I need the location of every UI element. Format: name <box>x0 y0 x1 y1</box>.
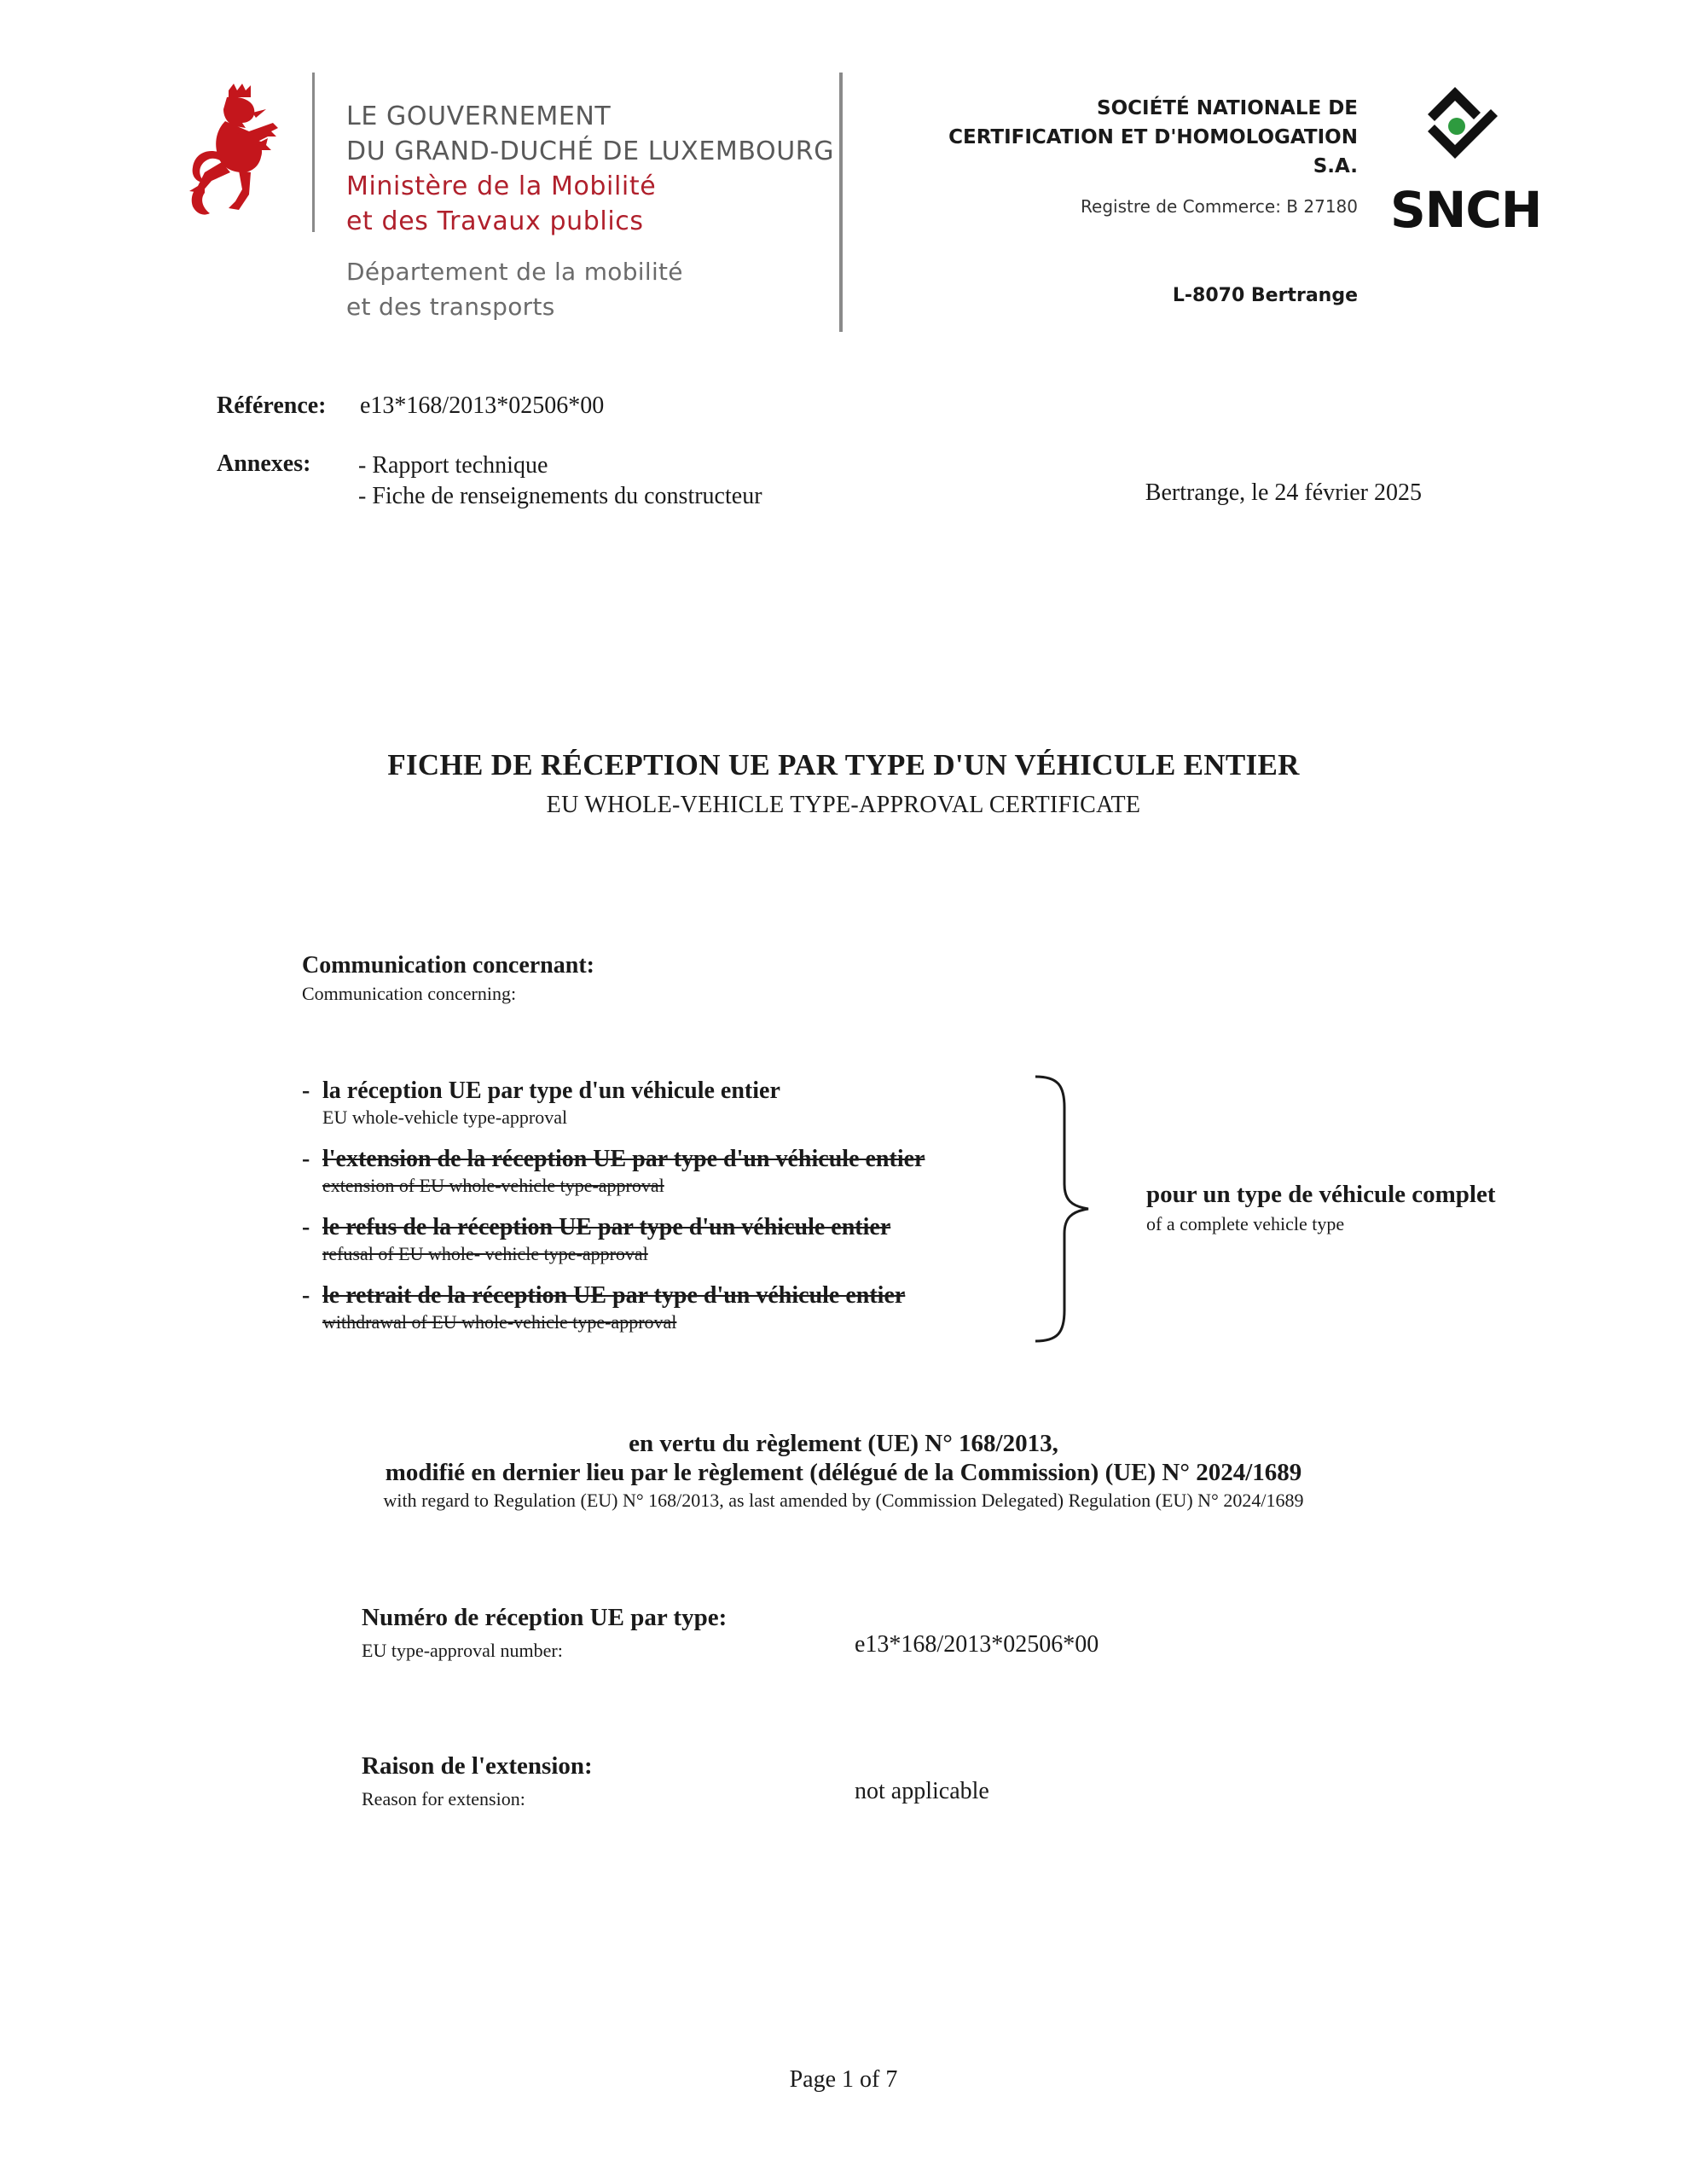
regulation-line-en: with regard to Regulation (EU) N° 168/2013, as last amended by (Commission Delegated) Regulation (EU) N° 2024/1689 <box>383 1490 1304 1511</box>
annex-item: - Fiche de renseignements du constructeur <box>358 483 762 509</box>
snch-logo-icon <box>1409 82 1503 176</box>
item-text-en: extension of EU whole-vehicle type-approval <box>322 1175 664 1196</box>
communication-item-approval <box>302 1077 1070 1130</box>
snch-register: Registre de Commerce: B 27180 <box>1081 196 1358 217</box>
annexes-label: Annexes: <box>217 450 311 477</box>
snch-wordmark: SNCH <box>1390 181 1542 239</box>
header-divider-left <box>312 73 315 232</box>
annexes-list <box>358 450 762 512</box>
item-dash: - <box>302 1146 310 1172</box>
item-dash: - <box>302 1214 310 1240</box>
item-dash: - <box>302 1077 310 1104</box>
department-name <box>346 254 683 324</box>
communication-label-en: Communication concerning: <box>302 983 517 1004</box>
snch-address: L-8070 Bertrange <box>1172 285 1358 306</box>
ministry-line-1: Ministère de la Mobilité <box>346 171 657 201</box>
extension-reason-label: Raison de l'extension: <box>362 1752 593 1780</box>
document-subtitle: EU WHOLE-VEHICLE TYPE-APPROVAL CERTIFICATE <box>546 792 1141 818</box>
reference-value: e13*168/2013*02506*00 <box>360 392 605 419</box>
annex-item: - Rapport technique <box>358 452 548 479</box>
vehicle-type-label-en: of a complete vehicle type <box>1146 1213 1345 1234</box>
vehicle-type-label: pour un type de véhicule complet <box>1146 1181 1496 1208</box>
communication-item-withdrawal <box>302 1281 1070 1334</box>
gov-line-2: DU GRAND-DUCHÉ DE LUXEMBOURG <box>346 136 835 166</box>
header-divider-middle <box>839 73 843 332</box>
document-title: FICHE DE RÉCEPTION UE PAR TYPE D'UN VÉHICULE ENTIER <box>387 748 1300 781</box>
document-date: Bertrange, le 24 février 2025 <box>1145 479 1422 506</box>
ministry-line-2: et des Travaux publics <box>346 206 644 236</box>
item-text-en: refusal of EU whole- vehicle type-approval <box>322 1243 648 1264</box>
government-name <box>346 99 834 239</box>
item-text-fr: le retrait de la réception UE par type d'un véhicule entier <box>322 1282 906 1309</box>
snch-line-2: CERTIFICATION ET D'HOMOLOGATION <box>948 126 1358 148</box>
reference-label: Référence: <box>217 392 327 419</box>
extension-reason-label-en: Reason for extension: <box>362 1788 525 1809</box>
page-number: Page 1 of 7 <box>789 2066 898 2093</box>
snch-line-3: S.A. <box>1313 155 1358 177</box>
curly-brace <box>1032 1073 1092 1345</box>
approval-number-label-en: EU type-approval number: <box>362 1640 563 1661</box>
gov-line-1: LE GOUVERNEMENT <box>346 102 612 131</box>
item-dash: - <box>302 1282 310 1309</box>
approval-number-value: e13*168/2013*02506*00 <box>855 1631 1099 1658</box>
extension-reason-value: not applicable <box>855 1778 989 1804</box>
dept-line-1: Département de la mobilité <box>346 258 683 286</box>
communication-item-refusal <box>302 1213 1070 1266</box>
regulation-line-1: en vertu du règlement (UE) N° 168/2013, <box>629 1430 1058 1457</box>
approval-number-label: Numéro de réception UE par type: <box>362 1604 728 1631</box>
regulation-line-2: modifié en dernier lieu par le règlement (délégué de la Commission) (UE) N° 2024/1689 <box>385 1459 1302 1486</box>
snch-company-name <box>880 94 1358 181</box>
item-text-en: withdrawal of EU whole-vehicle type-approval <box>322 1311 677 1333</box>
item-text-en: EU whole-vehicle type-approval <box>322 1107 568 1128</box>
snch-line-1: SOCIÉTÉ NATIONALE DE <box>1097 97 1358 119</box>
item-text-fr: la réception UE par type d'un véhicule entier <box>322 1077 780 1104</box>
communication-label: Communication concernant: <box>302 952 594 979</box>
item-text-fr: le refus de la réception UE par type d'un véhicule entier <box>322 1214 891 1240</box>
communication-item-extension <box>302 1145 1070 1198</box>
item-text-fr: l'extension de la réception UE par type d'un véhicule entier <box>322 1146 925 1172</box>
dept-line-2: et des transports <box>346 293 555 321</box>
luxembourg-lion-logo <box>186 84 287 218</box>
